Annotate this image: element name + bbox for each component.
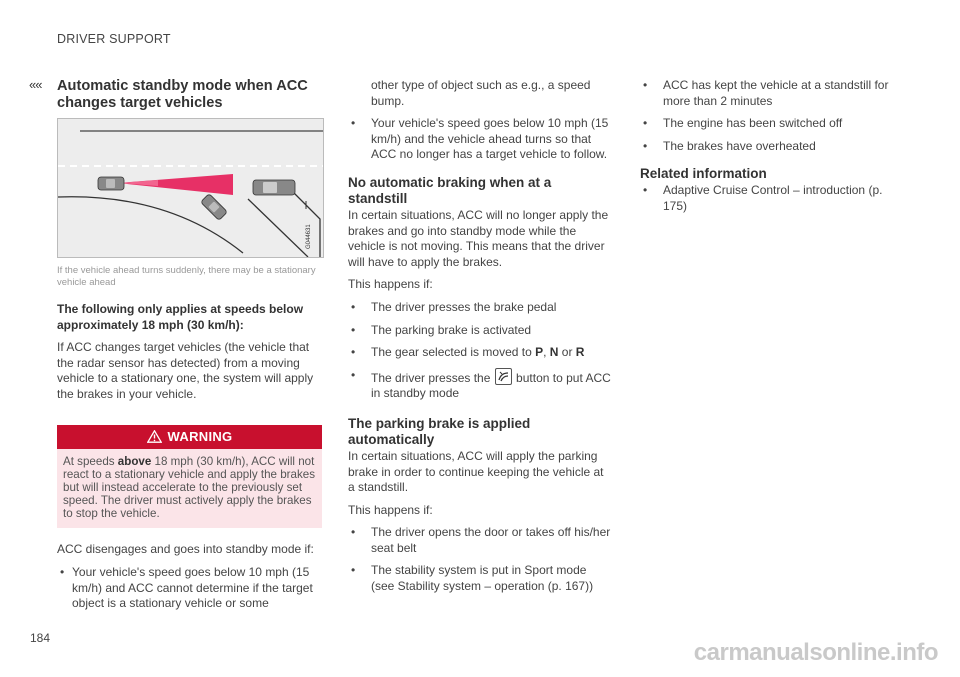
stationary-car-icon	[253, 180, 295, 195]
column-3	[640, 78, 905, 215]
list-item: • Your vehicle's speed goes below 10 mph (15 km/h) and the vehicle ahead turns so that ACC no longer has a target vehicle to follow.	[351, 116, 609, 162]
list-item: • The parking brake is activated	[351, 322, 532, 337]
happens-label: This happens if:	[348, 502, 433, 517]
warning-triangle-icon	[147, 430, 162, 443]
list-item: • The gear selected is moved to P, N or R	[351, 345, 585, 360]
column-2	[348, 78, 613, 595]
speed-note: The following only applies at speeds below approximately 18 mph (30 km/h):	[57, 302, 304, 332]
section-title-no-braking: No automatic braking when at a standstill	[348, 174, 552, 206]
figure-caption: If the vehicle ahead turns suddenly, there may be a stationary vehicle ahead	[57, 265, 316, 288]
related-link[interactable]: • Adaptive Cruise Control – introduction (p. 175)	[643, 183, 883, 213]
watermark: carmanualsonline.info	[693, 639, 938, 666]
warning-header	[57, 425, 322, 449]
list-item: • The driver presses the button to put ACC in standby mode	[351, 367, 611, 401]
warning-text: At speeds above 18 mph (30 km/h), ACC will not react to a stationary vehicle and apply the brakes but will instead accelerate to the previously set speed. The driver must actively apply the brakes to stop the vehicle.	[57, 449, 322, 528]
figure-code: G044631	[306, 224, 312, 249]
happens-label: This happens if:	[348, 277, 433, 292]
acc-standby-button-icon	[495, 368, 512, 385]
list-item: • ACC has kept the vehicle at a standstill for more than 2 minutes	[643, 78, 889, 108]
list-item: • The stability system is put in Sport mode (see Stability system – operation (p. 167))	[351, 563, 594, 594]
acc-illustration	[57, 118, 324, 258]
list-item: • The brakes have overheated	[643, 138, 816, 153]
paragraph-standby: ACC disengages and goes into standby mode if:	[57, 541, 314, 556]
page-number: 184	[30, 631, 51, 645]
running-header: DRIVER SUPPORT	[57, 32, 171, 46]
warning-title: WARNING	[167, 429, 233, 445]
column-1	[57, 78, 322, 612]
list-item-continued: other type of object such as e.g., a speed bump.	[371, 78, 591, 108]
related-information-title: Related information	[640, 166, 767, 182]
road-diagram	[58, 119, 323, 257]
paragraph-standstill: In certain situations, ACC will no longer apply the brakes and go into standby mode while the vehicle is not moving. This means that the driver will have to apply the brakes.	[348, 207, 609, 269]
paragraph-parking-brake: In certain situations, ACC will apply the parking brake in order to continue keeping the vehicle at a standstill.	[348, 448, 604, 495]
warning-box	[57, 425, 322, 528]
list-item: • The driver opens the door or takes off his/her seat belt	[351, 525, 611, 555]
list-item: • The engine has been switched off	[643, 116, 843, 131]
list-item: • Your vehicle's speed goes below 10 mph (15 km/h) and ACC cannot determine if the target object is a stationary vehicle or some	[60, 565, 313, 611]
continuation-mark: ««	[29, 77, 42, 92]
list-item: • The driver presses the brake pedal	[351, 299, 557, 314]
section-title-parking-brake: The parking brake is applied automatically	[348, 415, 531, 447]
paragraph-target-change: If ACC changes target vehicles (the vehicle that the radar sensor has detected) from a moving vehicle to a stationary one, the system will apply the brakes in your vehicle.	[57, 340, 314, 401]
section-title-acc-standby: Automatic standby mode when ACC changes target vehicles	[57, 78, 308, 111]
own-car-icon	[98, 177, 124, 190]
